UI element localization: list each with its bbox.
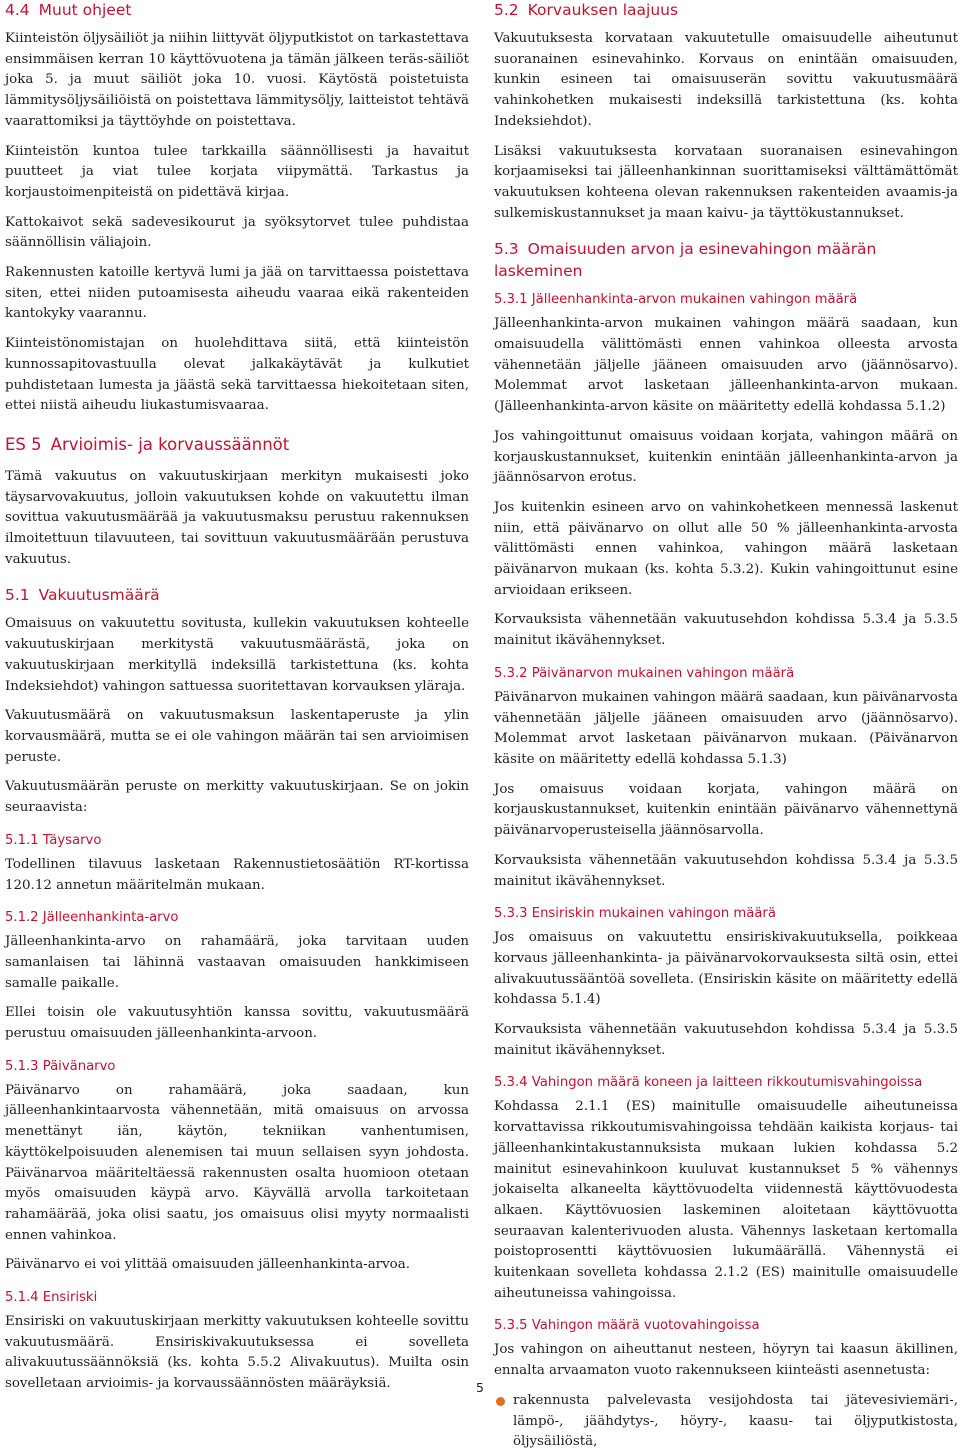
bullet-dot-icon xyxy=(496,1397,505,1406)
chapter-number: ES 5 xyxy=(5,434,42,454)
list-item xyxy=(494,1391,958,1453)
section-number: 5.3 xyxy=(494,240,519,259)
chapter-title: Arvioimis- ja korvaussäännöt xyxy=(50,434,290,454)
section-title: Omaisuuden arvon ja esinevahingon määrän laskeminen xyxy=(494,240,877,281)
section-heading-5-3 xyxy=(494,238,958,282)
paragraph: Päivänarvon mukainen vahingon määrä saadaan, kun päivänarvosta vähennetään jäljelle jääneen omaisuuden arvo (jäännösarvo). Molemmat arvot lasketaan päivänarvon mukaan. (Päivänarvon käsite on määritetty edellä kohdassa 5.1.3) xyxy=(494,689,958,767)
left-column xyxy=(5,0,469,1404)
paragraph: Kohdassa 2.1.1 (ES) mainitulle omaisuudelle aiheutuneissa korvattavissa rikkoutumisvahingoissa tehdään kaikista korjaus- tai jälleenhankintakustannuksista mukaan lukien kohdassa 5.2 mainitut esinevahinkoon kuuluvat kustannukset 5 % vähennys jokaiselta alkaneelta käyttövuodelta viidennestä käyttövuodesta alkaen. Käyttövuosien laskeminen aloitetaan käyttövuotta seuraavan kalenterivuoden alusta. Vähennys lasketaan kertomalla poistoprosentti käyttövuosien lukumäärällä. Vähennystä ei kuitenkaan sovelleta kohdassa 2.1.2 (ES) mainitulle omaisuudelle aiheutuneissa vahingoissa. xyxy=(494,1099,958,1301)
paragraph: Vakuutuksesta korvataan vakuutetulle omaisuudelle aiheutunut suoranainen esinevahinko. Korvaus on enintään omaisuuden, kunkin esineen tai omaisuuserän sovittu vakuutusmäärä vahinkohetken mukaisesti indeksillä tarkistettuna (ks. kohta Indeksiehdot). xyxy=(494,31,958,129)
paragraph: Ellei toisin ole vakuutusyhtiön kanssa sovittu, vakuutusmäärä perustuu omaisuuden jälleenhankinta-arvoon. xyxy=(5,1005,469,1042)
section-title: Muut ohjeet xyxy=(38,1,132,19)
paragraph: Korvauksista vähennetään vakuutusehdon kohdissa 5.3.4 ja 5.3.5 mainitut ikävähennykset. xyxy=(494,1022,958,1058)
subsection-heading-5-1-2: 5.1.2 Jälleenhankinta-arvo xyxy=(5,910,179,926)
section-title: Korvauksen laajuus xyxy=(527,1,679,19)
paragraph: Lisäksi vakuutuksesta korvataan suoranaisen esinevahingon korjaamiseksi tai jälleenhankinnan suorittamiseksi välttämättömät vakuutuksen kohteena olevan rakennuksen rakenteiden avaamis-ja sulkemiskustannukset ja maan kaivu- ja täyttökustannukset. xyxy=(494,143,958,221)
section-heading-5-2 xyxy=(494,0,958,21)
subsection-heading-5-3-1: 5.3.1 Jälleenhankinta-arvon mukainen vahingon määrä xyxy=(494,292,858,308)
paragraph: Päivänarvo on rahamäärä, joka saadaan, kun jälleenhankintaarvosta vähennetään, mitä omaisuus on arvossa menettänyt iän, käytön, tekniikan vanhentumisen, käyttökelpoisuuden alenemisen tai muun sellaisen syyn johdosta. Päivänarvoa määriteltäessä rakennusten osalta huomioon otetaan myös omaisuuden käypä arvo. Käyvällä arvolla tarkoitetaan rahamäärää, joka olisi saatu, jos omaisuus olisi myyty normaalisti ennen vahinkoa. xyxy=(5,1082,469,1243)
paragraph: Korvauksista vähennetään vakuutusehdon kohdissa 5.3.4 ja 5.3.5 mainitut ikävähennykset. xyxy=(494,612,958,649)
section-number: 5.1 xyxy=(5,586,30,605)
paragraph: Kiinteistönomistajan on huolehdittava siitä, että kiinteistön kunnossapitovastuulla olevat jalkakäytävät ja kulkutiet puhdistetaan lumesta ja jäästä sekä tarvittaessa hiekoitetaan siten, ettei niistä aiheudu liukastumisvaaraa. xyxy=(5,336,469,414)
section-heading-4-4 xyxy=(5,0,469,21)
section-heading-5-1 xyxy=(5,584,469,606)
page-number: 5 xyxy=(476,1380,484,1395)
paragraph: Jos vahingoittunut omaisuus voidaan korjata, vahingon määrä on korjauskustannukset, kuitenkin enintään jälleenhankinta-arvon ja jäännösarvon erotus. xyxy=(494,428,958,486)
subsection-heading-5-3-4: 5.3.4 Vahingon määrä koneen ja laitteen rikkoutumisvahingoissa xyxy=(494,1075,923,1091)
paragraph: Korvauksista vähennetään vakuutusehdon kohdissa 5.3.4 ja 5.3.5 mainitut ikävähennykset. xyxy=(494,852,958,889)
paragraph: Jos omaisuus voidaan korjata, vahingon määrä on korjauskustannukset, kuitenkin enintään päivänarvo vähennettynä päivänarvoperusteisella jäännösarvolla. xyxy=(494,781,958,839)
subsection-heading-5-1-1: 5.1.1 Täysarvo xyxy=(5,832,102,848)
paragraph: Kattokaivot sekä sadevesikourut ja syöksytorvet tulee puhdistaa säännöllisin väliajoin. xyxy=(5,214,469,251)
subsection-heading-5-3-5: 5.3.5 Vahingon määrä vuotovahingoissa xyxy=(494,1318,760,1334)
paragraph: Kiinteistön kuntoa tulee tarkkailla säännöllisesti ja havaitut puutteet ja viat tulee korjata viipymättä. Tarkastus ja korjaustoimenpiteistä on pidettävä kirjaa. xyxy=(5,143,469,200)
paragraph: Vakuutusmäärä on vakuutusmaksun laskentaperuste ja ylin korvausmäärä, mutta se ei ole vahingon määrän tai sen arvioimisen peruste. xyxy=(5,708,469,765)
list-item-text: rakennusta palvelevasta vesijohdosta tai jätevesiviemäri-, lämpö-, jäähdytys-, höyry-, kaasu- tai öljyputkistosta, öljysäiliöstä, xyxy=(513,1392,958,1450)
paragraph: Ensiriski on vakuutuskirjaan merkitty vakuutuksen kohteelle sovittu vakuutusmäärä. Ensiriskivakuutuksessa ei sovelleta alivakuutussäännöksiä (ks. kohta 5.5.2 Alivakuutus). Muilta osin sovelletaan arvioimis- ja korvaussäännösten määräyksiä. xyxy=(5,1314,469,1392)
section-title: Vakuutusmäärä xyxy=(38,586,160,605)
subsection-heading-5-1-4: 5.1.4 Ensiriski xyxy=(5,1290,98,1306)
paragraph: Kiinteistön öljysäiliöt ja niihin liittyvät öljyputkistot on tarkastettava ensimmäisen kerran 10 käyttövuotena ja tämän jälkeen teräs-säiliöt joka 5. ja muut säiliöt joka 10. vuosi. Käytöstä poistetuista lämmitysöljysäiliöistä on poistettava lämmitysöljy, laitteistot tehtävä vaarattomiksi ja täyttöyhde on poistettava. xyxy=(5,31,469,129)
paragraph: Jos kuitenkin esineen arvo on vahinkohetkeen mennessä laskenut niin, että päivänarvo on ollut alle 50 % jälleenhankinta-arvosta välittömästi ennen vahinkoa, vahingon määrä lasketaan päivänarvon mukaan (ks. kohta 5.3.2). Kukin vahingoittunut esine arvioidaan erikseen. xyxy=(494,499,958,598)
section-number: 4.4 xyxy=(5,1,30,19)
paragraph: Jälleenhankinta-arvon mukainen vahingon määrä saadaan, kun omaisuudella välittömästi ennen vahinkoa olleesta arvosta vähennetään jäljelle jääneen omaisuuden arvo (jäännösarvo). Molemmat arvot lasketaan jälleenhankinta-arvon mukaan. (Jälleenhankinta-arvon käsite on määritetty edellä kohdassa 5.1.2) xyxy=(494,316,958,415)
paragraph: Jos vahingon on aiheuttanut nesteen, höyryn tai kaasun äkillinen, ennalta arvaamaton vuoto rakennukseen kiinteästi asennetusta: xyxy=(494,1342,958,1379)
paragraph: Tämä vakuutus on vakuutuskirjaan merkityn mukaisesti joko täysarvovakuutus, jolloin vakuutuksen kohde on vakuutettu ilman sovittua vakuutusmäärää ja vakuutusmaksu perustuu rakennuksen ilmoitettuun tilavuuteen, tai sovittuun vakuutusmäärään perustuva vakuutus. xyxy=(5,468,469,567)
section-number: 5.2 xyxy=(494,1,519,19)
paragraph: Todellinen tilavuus lasketaan Rakennustietosäätiön RT-kortissa 120.12 annetun määritelmän mukaan. xyxy=(5,856,469,893)
chapter-heading-es5 xyxy=(5,433,469,457)
subsection-heading-5-3-2: 5.3.2 Päivänarvon mukainen vahingon määrä xyxy=(494,665,795,681)
subsection-heading-5-3-3: 5.3.3 Ensiriskin mukainen vahingon määrä xyxy=(494,906,776,922)
paragraph: Rakennusten katoille kertyvä lumi ja jää on tarvittaessa poistettava siten, ettei niiden putoamisesta aiheudu vaaraa eikä rakenteiden kantokyky vaarannu. xyxy=(5,265,469,322)
subsection-heading-5-1-3: 5.1.3 Päivänarvo xyxy=(5,1058,116,1074)
paragraph: Vakuutusmäärän peruste on merkitty vakuutuskirjaan. Se on jokin seuraavista: xyxy=(5,779,469,816)
paragraph: Jos omaisuus on vakuutettu ensiriskivakuutuksella, poikkeaa korvaus jälleenhankinta- ja päivänarvokorvauksesta siltä osin, ettei alivakuutussääntöä sovelleta. (Ensiriskin käsite on määritetty edellä kohdassa 5.1.4) xyxy=(494,930,958,1008)
bullet-list xyxy=(494,1391,958,1453)
paragraph: Päivänarvo ei voi ylittää omaisuuden jälleenhankinta-arvoa. xyxy=(5,1257,410,1273)
right-column xyxy=(494,0,958,1453)
paragraph: Jälleenhankinta-arvo on rahamäärä, joka tarvitaan uuden samanlaisen tai lähinnä vastaavan omaisuuden hankkimiseen samalle paikalle. xyxy=(5,934,469,991)
paragraph: Omaisuus on vakuutettu sovitusta, kullekin vakuutuksen kohteelle vakuutuskirjaan merkitystä vakuutusmäärästä, joka on vakuutuskirjaan merkityllä indeksillä tarkistettuna (ks. kohta Indeksiehdot) vahingon sattuessa suoritettavan korvauksen yläraja. xyxy=(5,616,469,694)
